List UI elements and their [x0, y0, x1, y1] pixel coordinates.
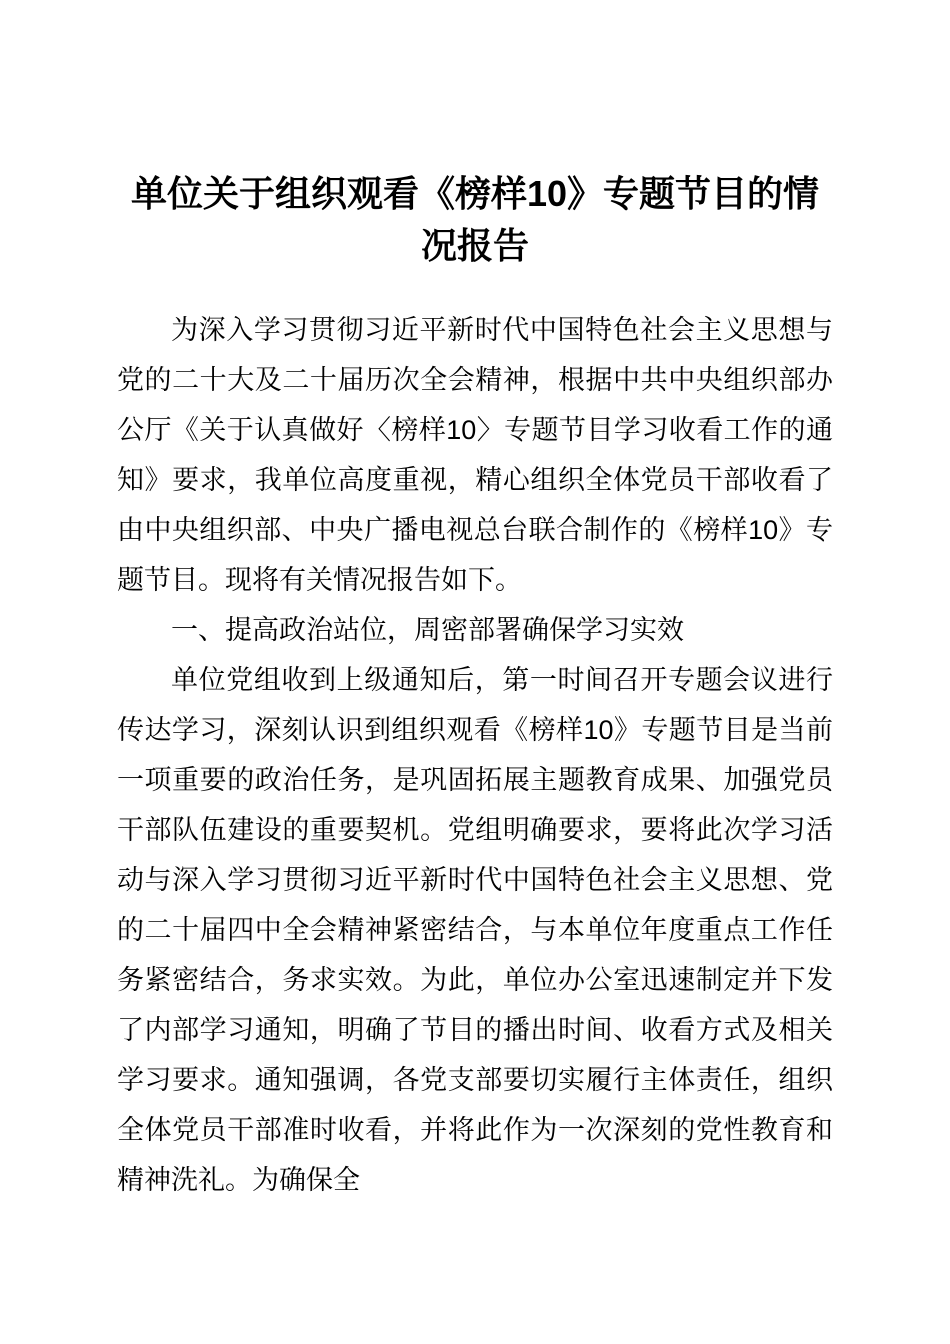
paragraph-intro: 为深入学习贯彻习近平新时代中国特色社会主义思想与党的二十大及二十届历次全会精神，根据中共中央组织部办公厅《关于认真做好〈榜样10〉专题节目学习收看工作的通知》要求，我单位高度重视，精心组织全体党员干部收看了由中央组织部、中央广播电视总台联合制作的《榜样10》专题节目。现将有关情况报告如下。	[117, 315, 833, 595]
paragraph-section-1-body: 单位党组收到上级通知后，第一时间召开专题会议进行传达学习，深刻认识到组织观看《榜样10》专题节目是当前一项重要的政治任务，是巩固拓展主题教育成果、加强党员干部队伍建设的重要契机。党组明确要求，要将此次学习活动与深入学习贯彻习近平新时代中国特色社会主义思想、党的二十届四中全会精神紧密结合，与本单位年度重点工作任务紧密结合，务求实效。为此，单位办公室迅速制定并下发了内部学习通知，明确了节目的播出时间、收看方式及相关学习要求。通知强调，各党支部要切实履行主体责任，组织全体党员干部准时收看，并将此作为一次深刻的党性教育和精神洗礼。为确保全	[117, 665, 833, 1195]
section-heading-1: 一、提高政治站位，周密部署确保学习实效	[171, 615, 684, 645]
document-title: 单位关于组织观看《榜样10》专题节目的情况报告	[130, 173, 820, 266]
